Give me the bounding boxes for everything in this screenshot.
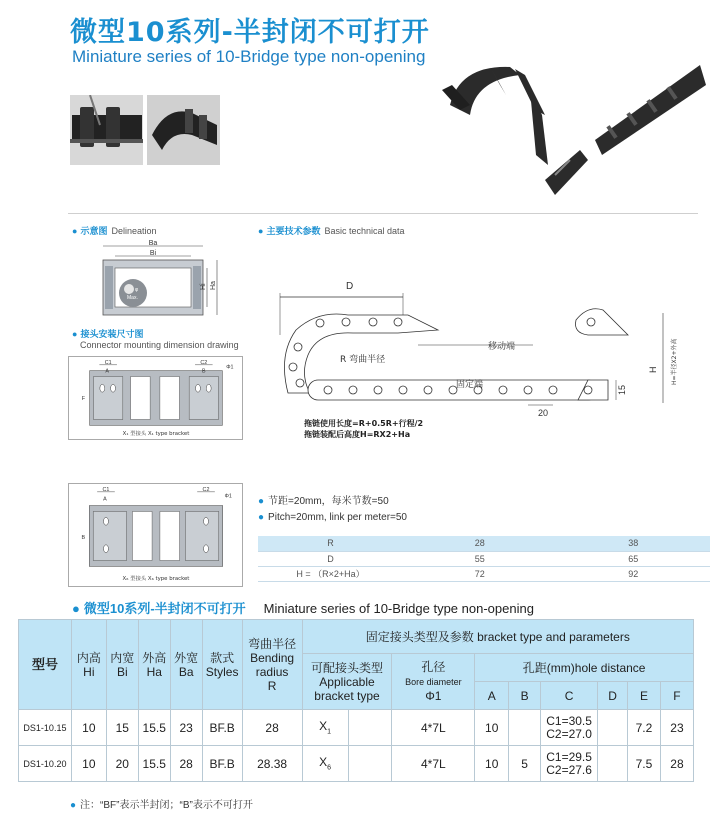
x1-caption: X₁ 型接头 X₁ type bracket [122,431,190,438]
x6-c1-label: C1 [102,486,110,493]
basic-data-table [258,536,710,582]
col-styles: 款式 Styles [202,620,242,710]
height-label: 15 [617,384,627,395]
ha-label: Ha [210,281,217,290]
col-hole-distance: 孔距(mm)hole distance [475,654,694,682]
col-ha: 外高 Ha [138,620,170,710]
table-row: H = （R×2+Ha） 72 92 [258,566,710,581]
col-ba: 外宽 Ba [170,620,202,710]
x1-phi-label: Φ1 [226,364,234,371]
page-subtitle: Miniature series of 10-Bridge type non-opening [72,47,426,66]
h-note-label: H=半径X2+外高 [671,338,678,385]
pitch-dim-label: 20 [538,408,549,418]
ball-label-bottom: Max. [127,295,138,301]
formula-length: 拖链使用长度=R+0.5R+行程/2 [304,419,424,428]
col-bracket-group: 固定接头类型及参数 bracket type and parameters [302,620,693,654]
product-hero-image [430,55,710,215]
table-row: DS1-10.20 10 20 15.5 28 BF.B 28.38 $X_6$ 4*7L 10 5 C1=29.5 C2=27.6 7.5 28 [19,746,694,782]
x1-f-label: F [81,395,86,402]
bi-label: Bi [149,250,157,257]
pitch-info-en: ● Pitch=20mm, link per meter=50 [258,512,407,523]
col-bore: 孔径 Bore diameter Φ1 [392,654,475,710]
chain-dimension-diagram [268,275,713,445]
col-bi: 内宽 Bi [106,620,138,710]
ba-label: Ba [148,240,158,247]
col-e: E [627,682,660,710]
bracket-x6-diagram [68,483,243,587]
col-a: A [475,682,509,710]
table-row: DS1-10.15 10 15 15.5 23 BF.B 28 $X_1$ 4*7L 10 C1=30.5 C2=27.0 7.2 23 [19,710,694,746]
product-photo-closeup-1 [70,95,143,165]
table-row: R 28 38 [258,536,710,551]
pitch-info-cn: ● 节距=20mm，每米节数=50 [258,496,389,507]
x6-a-label: A [103,496,107,503]
x6-caption: X₆ 型接头 X₆ type bracket [122,576,190,583]
d-label: D [346,281,354,292]
bracket-x1-diagram [68,356,243,440]
x6-c2-label: C2 [202,486,210,493]
x1-a-label: A [105,368,109,375]
footnote: ● 注：“BF”表示半封闭；“B”表示不可打开 [70,800,253,811]
x6-b-label: B [81,534,86,541]
page-title: 微型10系列-半封闭不可打开 [70,17,430,48]
x1-b-label: B [202,368,206,375]
col-hi: 内高 Hi [71,620,106,710]
connector-label: ● 接头安装尺寸图 Connector mounting dimension drawing [72,329,239,350]
technical-data-label: ● 主要技术参数 Basic technical data [258,226,405,236]
moving-end-label: 移动端 [488,342,516,352]
col-b: B [509,682,541,710]
section-divider [68,213,698,214]
h-label: H [648,366,658,373]
table-row: D 55 65 [258,551,710,566]
fixed-end-label: 固定端 [456,380,484,390]
col-c: C [541,682,598,710]
col-bending: 弯曲半径 Bending radius R [242,620,302,710]
col-d: D [598,682,628,710]
col-f: F [660,682,693,710]
bend-radius-label: R 弯曲半径 [340,355,386,365]
x1-c1-label: C1 [104,359,112,366]
col-applicable: 可配接头类型 Applicable bracket type [302,654,392,710]
specification-table [18,619,694,782]
formula-height: 拖链装配后高度H=RX2+Ha [304,430,411,439]
delineation-diagram [95,238,230,323]
delineation-label: ● 示意图 Delineation [72,226,157,236]
product-photo-closeup-2 [147,95,220,165]
x6-phi-label: Φ1 [224,493,232,500]
x1-c2-label: C2 [200,359,208,366]
col-model: 型号 [19,620,72,710]
hi-label: Hi [200,283,207,290]
main-section-heading: ● 微型10系列-半封闭不可打开 Miniature series of 10-Bridge type non-opening [72,601,534,616]
ball-label-top: φ [135,287,139,293]
